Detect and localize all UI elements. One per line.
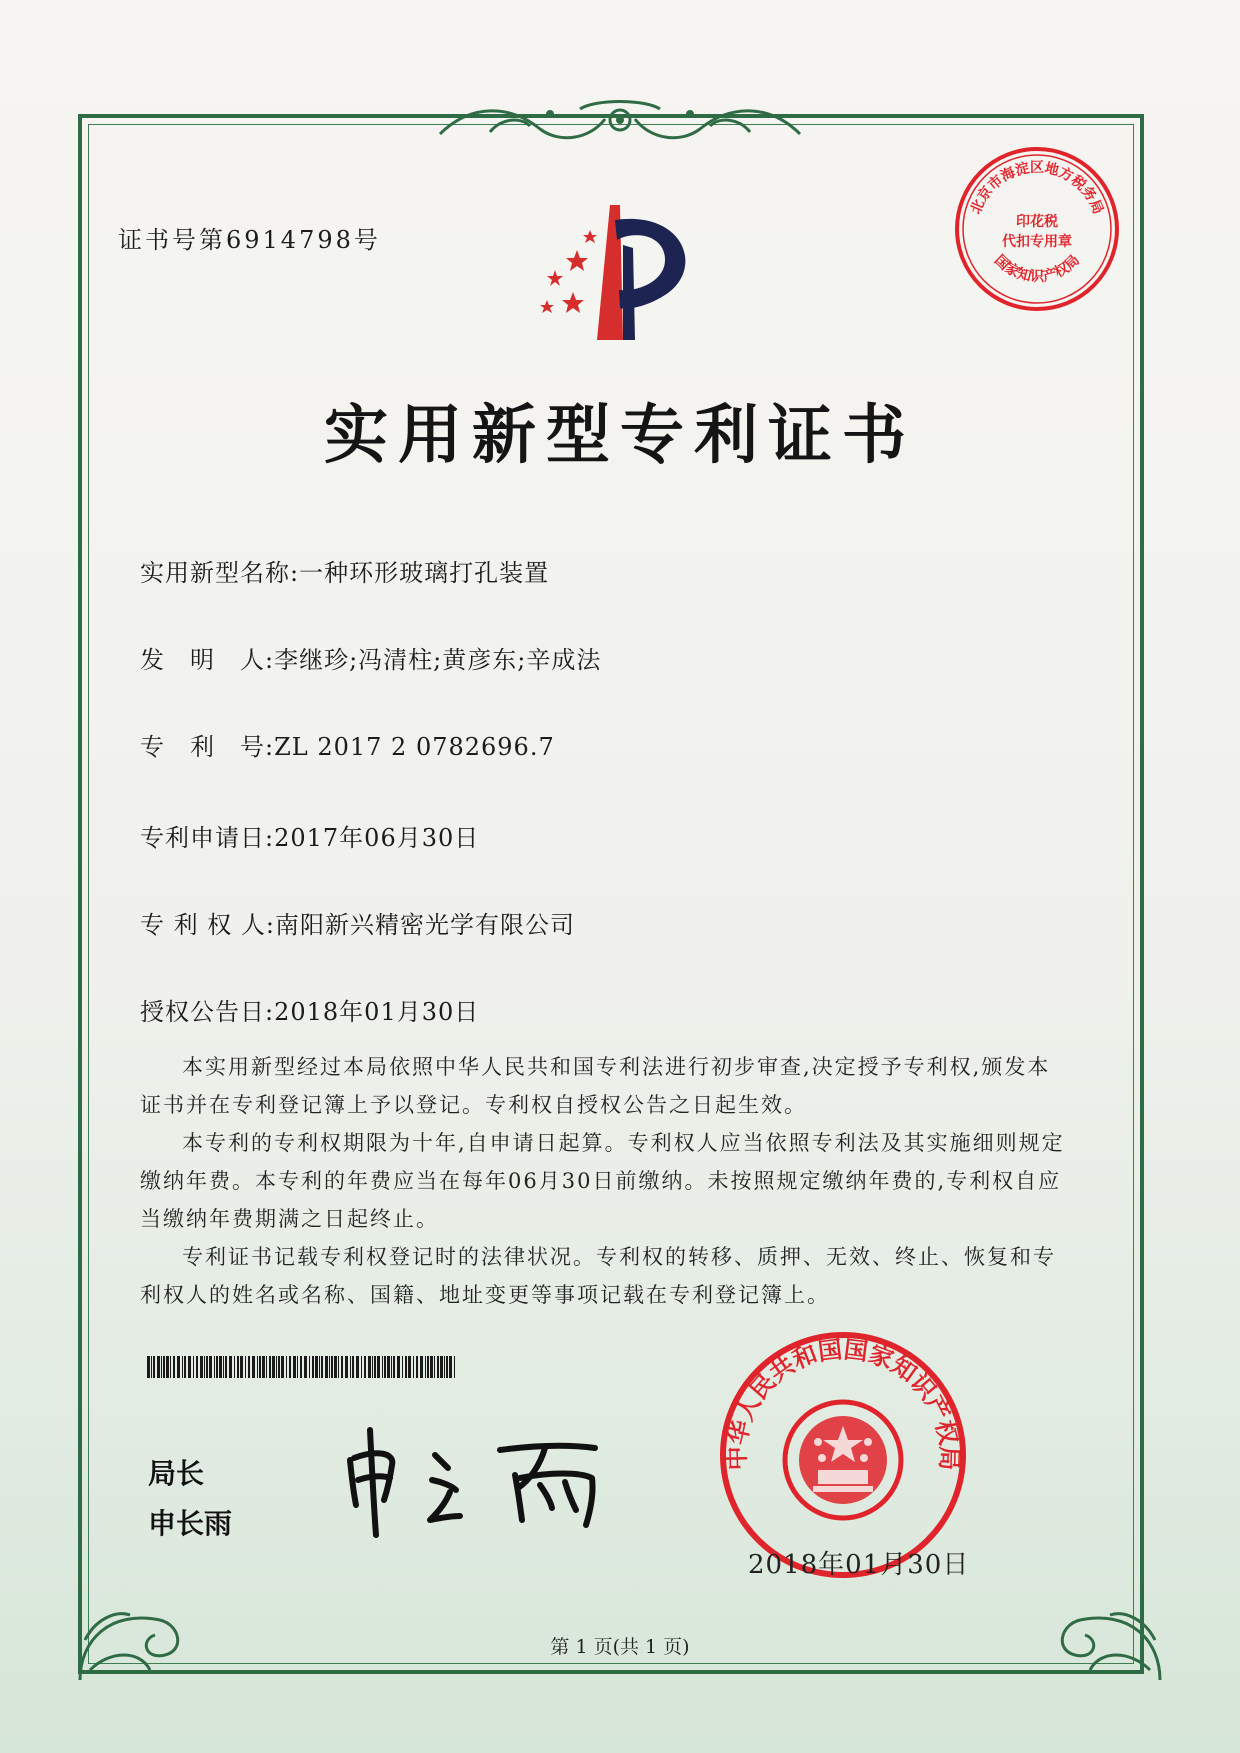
barcode-bar [237,1356,239,1378]
barcode-bar [393,1356,395,1378]
field-utility-name [140,553,549,588]
barcode-bar [391,1356,392,1378]
barcode-bar [293,1356,296,1378]
field-value: 南阳新兴精密光学有限公司 [274,911,575,939]
patent-office-emblem-icon [515,200,715,350]
barcode-bar [345,1356,348,1378]
signatory-name: 申长雨 [148,1507,233,1540]
barcode-bar [304,1356,307,1378]
barcode-bar [297,1356,298,1378]
barcode-bar [266,1356,267,1378]
barcode-bar [257,1356,258,1378]
barcode-bar [368,1356,371,1378]
barcode-bar [204,1356,205,1378]
barcode-bar [449,1356,452,1378]
barcode-bar [229,1356,232,1378]
svg-text:国家知识产权局 [991,252,1083,286]
barcode-bar [300,1356,302,1378]
barcode-bar [240,1356,243,1378]
barcode-bar [356,1356,359,1378]
barcode-bar [196,1356,198,1378]
barcode-bar [166,1356,169,1378]
barcode-bar [309,1356,310,1378]
national-ipa-seal [718,1330,968,1580]
tax-stamp-line1: 印花税 [1016,214,1058,230]
barcode-bar [444,1356,445,1378]
certificate-body [140,1048,1070,1314]
barcode-bar [382,1356,383,1378]
barcode-bar [281,1356,284,1378]
barcode-bar [350,1356,351,1378]
barcode-bar [352,1356,354,1378]
barcode-bar [374,1356,376,1378]
barcode-bar [402,1356,403,1378]
barcode-bar [312,1356,314,1378]
barcode-bar [151,1356,152,1378]
barcode [147,1356,457,1378]
barcode-bar [157,1356,160,1378]
body-paragraph: 专利证书记载专利权登记时的法律状况。专利权的转移、质押、无效、终止、恢复和专利权人的姓名或名称、国籍、地址变更等事项记载在专利登记簿上。 [140,1245,1056,1307]
barcode-bar [427,1356,429,1378]
barcode-bar [377,1356,380,1378]
tax-stamp-line2: 代扣专用章 [1002,234,1072,250]
barcode-bar [384,1356,386,1378]
barcode-bar [334,1356,337,1378]
barcode-bar [405,1356,407,1378]
barcode-bar [331,1356,333,1378]
barcode-bar [397,1356,400,1378]
barcode-bar [234,1356,235,1378]
tax-stamp-seal [952,144,1122,314]
field-label: 授权公告日: [140,998,275,1026]
barcode-bar [223,1356,224,1378]
barcode-bar [170,1356,171,1378]
barcode-bar [416,1356,418,1378]
field-label: 专 利 号: [140,733,275,761]
svg-text:北京市海淀区地方税务局 [968,159,1106,216]
barcode-bar [216,1356,218,1378]
field-value: ZL 2017 2 0782696.7 [274,733,555,761]
barcode-bar [188,1356,191,1378]
seal-text: 中华人民共和国国家知识产权局 [722,1335,964,1471]
certificate-number: 证书号第6914798号 [118,226,381,254]
barcode-bar [325,1356,328,1378]
field-inventor [140,640,601,675]
barcode-bar [278,1356,280,1378]
barcode-bar [173,1356,175,1378]
barcode-bar [361,1356,362,1378]
barcode-bar [446,1356,448,1378]
barcode-bar [437,1356,439,1378]
barcode-bar [286,1356,287,1378]
field-label: 实用新型名称: [140,559,300,587]
barcode-bar [163,1356,165,1378]
page-title: 实用新型专利证书 [324,398,916,473]
barcode-bar [408,1356,411,1378]
field-label: 专利申请日: [140,824,275,852]
barcode-bar [262,1356,265,1378]
top-ornament [430,94,810,154]
body-paragraph: 本实用新型经过本局依照中华人民共和国专利法进行初步审查,决定授予专利权,颁发本证书并在专利登记簿上予以登记。专利权自授权公告之日起生效。 [140,1055,1051,1117]
barcode-bar [372,1356,373,1378]
barcode-bar [338,1356,339,1378]
barcode-bar [219,1356,222,1378]
tax-stamp-outer-text: 北京市海淀区地方税务局 [967,160,1107,217]
barcode-bar [214,1356,215,1378]
barcode-bar [276,1356,277,1378]
barcode-bar [245,1356,246,1378]
barcode-bar [209,1356,212,1378]
barcode-bar [182,1356,183,1378]
barcode-bar [413,1356,414,1378]
barcode-bar [434,1356,435,1378]
barcode-bar [315,1356,318,1378]
barcode-bar [248,1356,250,1378]
barcode-bar [430,1356,433,1378]
barcode-bar [193,1356,194,1378]
field-label: 专 利 权 人: [140,911,275,939]
field-label: 发 明 人: [140,646,275,674]
field-value: 一种环形玻璃打孔装置 [299,559,550,587]
barcode-bar [364,1356,366,1378]
barcode-bar [259,1356,261,1378]
barcode-bar [329,1356,330,1378]
tax-stamp-bottom-text: 国家知识产权局 [991,252,1083,286]
seal-date: 2018年01月30日 [748,1550,970,1580]
barcode-bar [425,1356,426,1378]
field-value: 2017年06月30日 [274,824,480,852]
field-grant-date [140,992,479,1027]
field-application-date [140,818,479,853]
barcode-bar [206,1356,208,1378]
barcode-bar [269,1356,271,1378]
barcode-bar [147,1356,150,1378]
barcode-bar [321,1356,323,1378]
barcode-bar [289,1356,291,1378]
barcode-bar [440,1356,443,1378]
signatory-role: 局长 [148,1457,205,1490]
national-emblem-icon [785,1402,901,1518]
barcode-bar [341,1356,343,1378]
barcode-bar [225,1356,227,1378]
barcode-bar [454,1356,455,1378]
barcode-bar [161,1356,162,1378]
barcode-bar [420,1356,423,1378]
barcode-bar [387,1356,390,1378]
barcode-bar [252,1356,255,1378]
field-patentee [140,905,575,940]
body-paragraph: 本专利的专利权期限为十年,自申请日起算。专利权人应当依照专利法及其实施细则规定缴纳年费。本专利的年费应当在每年06月30日前缴纳。未按照规定缴纳年费的,专利权自应当缴纳年费期满之日起终止。 [140,1131,1065,1231]
field-value: 2018年01月30日 [274,998,480,1026]
barcode-bar [272,1356,275,1378]
handwritten-signature [340,1420,620,1540]
barcode-bar [200,1356,203,1378]
barcode-bar [319,1356,320,1378]
barcode-bar [177,1356,180,1378]
field-patent-number [140,727,555,762]
barcode-bar [184,1356,186,1378]
barcode-bar [153,1356,155,1378]
page-number: 第 1 页(共 1 页) [550,1636,690,1658]
field-value: 李继珍;冯清柱;黄彦东;辛成法 [274,646,602,674]
